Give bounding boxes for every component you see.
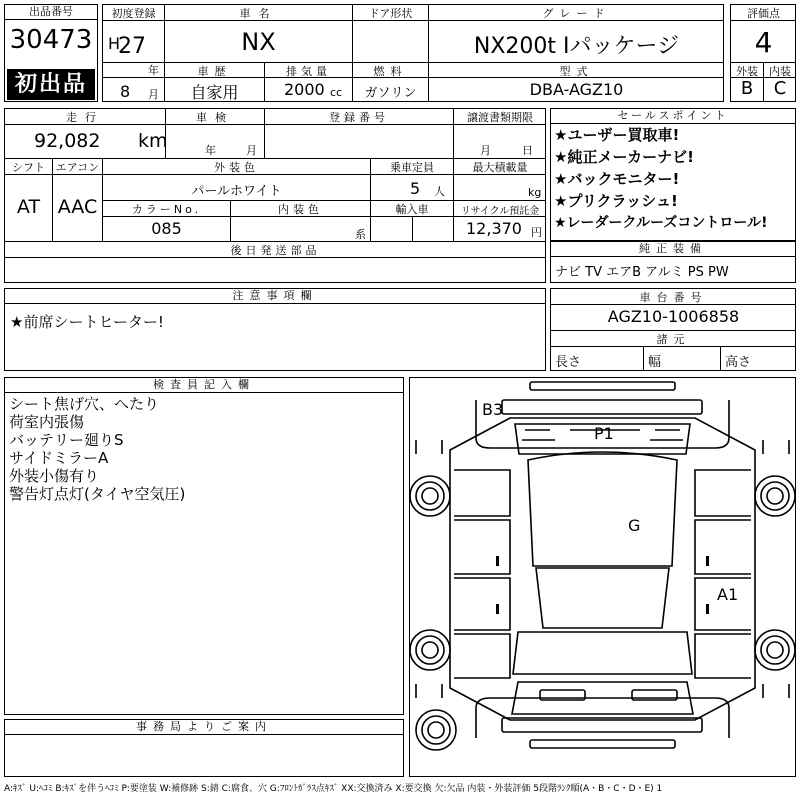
shift: AT [16,196,41,218]
inspection-label: 車検 [196,111,234,124]
grade: NX200t Iパッケージ [473,34,680,59]
fuel-label: 燃料 [373,65,408,78]
shift-label: シフト [12,161,45,174]
damage-mark-g: G [628,516,641,535]
sales-point-item: ★純正メーカーナビ! [554,148,694,166]
displacement-label: 排気量 [286,65,331,78]
genuine-equipment: ナビ TV エアB アルミ PS PW [555,265,729,280]
height-label: 高さ [725,355,752,370]
import-label: 輸入車 [395,203,429,216]
width-label: 幅 [648,355,662,370]
sales-points-label: セールスポイント [551,109,795,124]
office-box [4,719,404,777]
displacement: 2000 [284,80,325,99]
inspector-note: 外装小傷有り [9,467,100,485]
sales-point-item: ★レーダークルーズコントロール! [554,215,768,231]
aircon-label: エアコン [55,161,100,174]
car-diagram-box [409,377,796,777]
car-name: NX [241,28,276,56]
interior-label: 内装 [769,65,791,78]
notes-label: 注意事項欄 [5,289,545,304]
transfer-doc-label: 譲渡書類期限 [467,111,533,124]
reg-month-unit: 月 [148,88,159,101]
history-label: 車歴 [197,65,232,78]
era-mark: H [108,34,121,53]
mileage-label: 走行 [66,111,104,124]
ext-color-label: 外装色 [214,161,259,174]
first-reg-label: 初度登録 [111,7,156,20]
max-load-unit: kg [528,186,542,199]
fuel: ガソリン [364,86,417,101]
inspector-note: 荷室内張傷 [9,413,85,431]
capacity-label: 乗車定員 [390,161,434,174]
capacity-unit: 人 [434,185,445,198]
spec-label: 諸元 [656,333,691,346]
score: 4 [754,26,773,59]
sales-point-item: ★ユーザー買取車! [554,126,680,144]
reg-month: 8 [120,82,131,101]
exterior-label: 外装 [736,65,758,78]
color-no-label: カラーNo. [131,203,202,216]
inspector-note: バッテリー廻りS [9,431,124,449]
door-label: ドア形状 [368,7,413,20]
displacement-unit: cc [330,86,343,99]
reg-year: 27 [118,34,146,59]
max-load-label: 最大積載量 [472,161,528,174]
int-color-label: 内装色 [278,203,323,216]
chassis-number: AGZ10-1006858 [607,307,740,326]
ext-color: パールホワイト [191,184,282,199]
mileage-unit: km [138,130,168,152]
damage-mark-p1: P1 [594,424,614,443]
chassis-label: 車台番号 [639,291,708,304]
sales-points-box [550,108,796,241]
office-label: 事務局よりご案内 [5,720,403,735]
lot-number: 30473 [9,25,93,55]
sales-point-item: ★バックモニター! [554,170,680,188]
recycle-unit: 円 [531,226,542,239]
genuine-equipment-label: 純正装備 [551,242,795,257]
color-no: 085 [151,219,182,238]
transfer-month-unit: 月 [480,144,491,157]
lot-number-label: 出品番号 [5,5,97,20]
car-name-label: 車名 [239,7,278,20]
recycle-label: リサイクル預託金 [460,206,540,217]
length-label: 長さ [555,355,582,370]
aircon: AAC [57,196,98,218]
inspection-month-unit: 月 [246,144,257,157]
notes-box [4,288,546,371]
genuine-equipment-box [550,241,796,283]
damage-mark-b3: B3 [482,400,504,419]
reg-year-unit: 年 [148,64,159,77]
damage-mark-a1: A1 [717,585,739,604]
model-label: 型式 [559,65,594,78]
capacity: 5 [410,179,421,198]
score-label: 評価点 [747,7,780,20]
reg-number-label: 登録番号 [329,111,389,124]
inspector-note: 警告灯点灯(タイヤ空気圧) [9,485,186,503]
int-color-unit: 系 [355,228,366,241]
sales-point-item: ★プリクラッシュ! [554,192,678,210]
inspector-box [4,377,404,715]
lot-number-box [4,4,98,102]
notes-text: ★前席シートヒーター! [10,313,164,331]
inspector-note: シート焦げ穴、へたり [9,395,160,413]
exterior-grade: B [740,78,754,99]
inspection-year-unit: 年 [205,144,216,157]
interior-grade: C [773,78,787,99]
transfer-day-unit: 日 [522,144,533,157]
history: 自家用 [190,83,239,102]
mileage: 92,082 [34,130,101,152]
inspector-note: サイドミラーA [9,449,109,467]
inspector-label: 検査員記入欄 [5,378,403,393]
model: DBA-AGZ10 [529,80,624,99]
recycle-fee: 12,370 [466,219,522,238]
later-parts-label: 後日発送部品 [230,244,321,257]
first-listing-badge: 初出品 [7,69,95,100]
damage-code-legend: A:ｷｽﾞ U:ﾍｺﾐ B:ｷｽﾞを伴うﾍｺﾐ P:要塗装 W:補修跡 S:錆 C:腐食、穴 G:ﾌﾛﾝﾄｶﾞﾗｽ点ｷｽﾞ XX:交換済み X:要交換 欠:欠品 内装・外装評価 5段階ﾗﾝｸ順(A・B・C・D・E) 1 [4,784,663,794]
grade-label: グレード [542,7,611,20]
